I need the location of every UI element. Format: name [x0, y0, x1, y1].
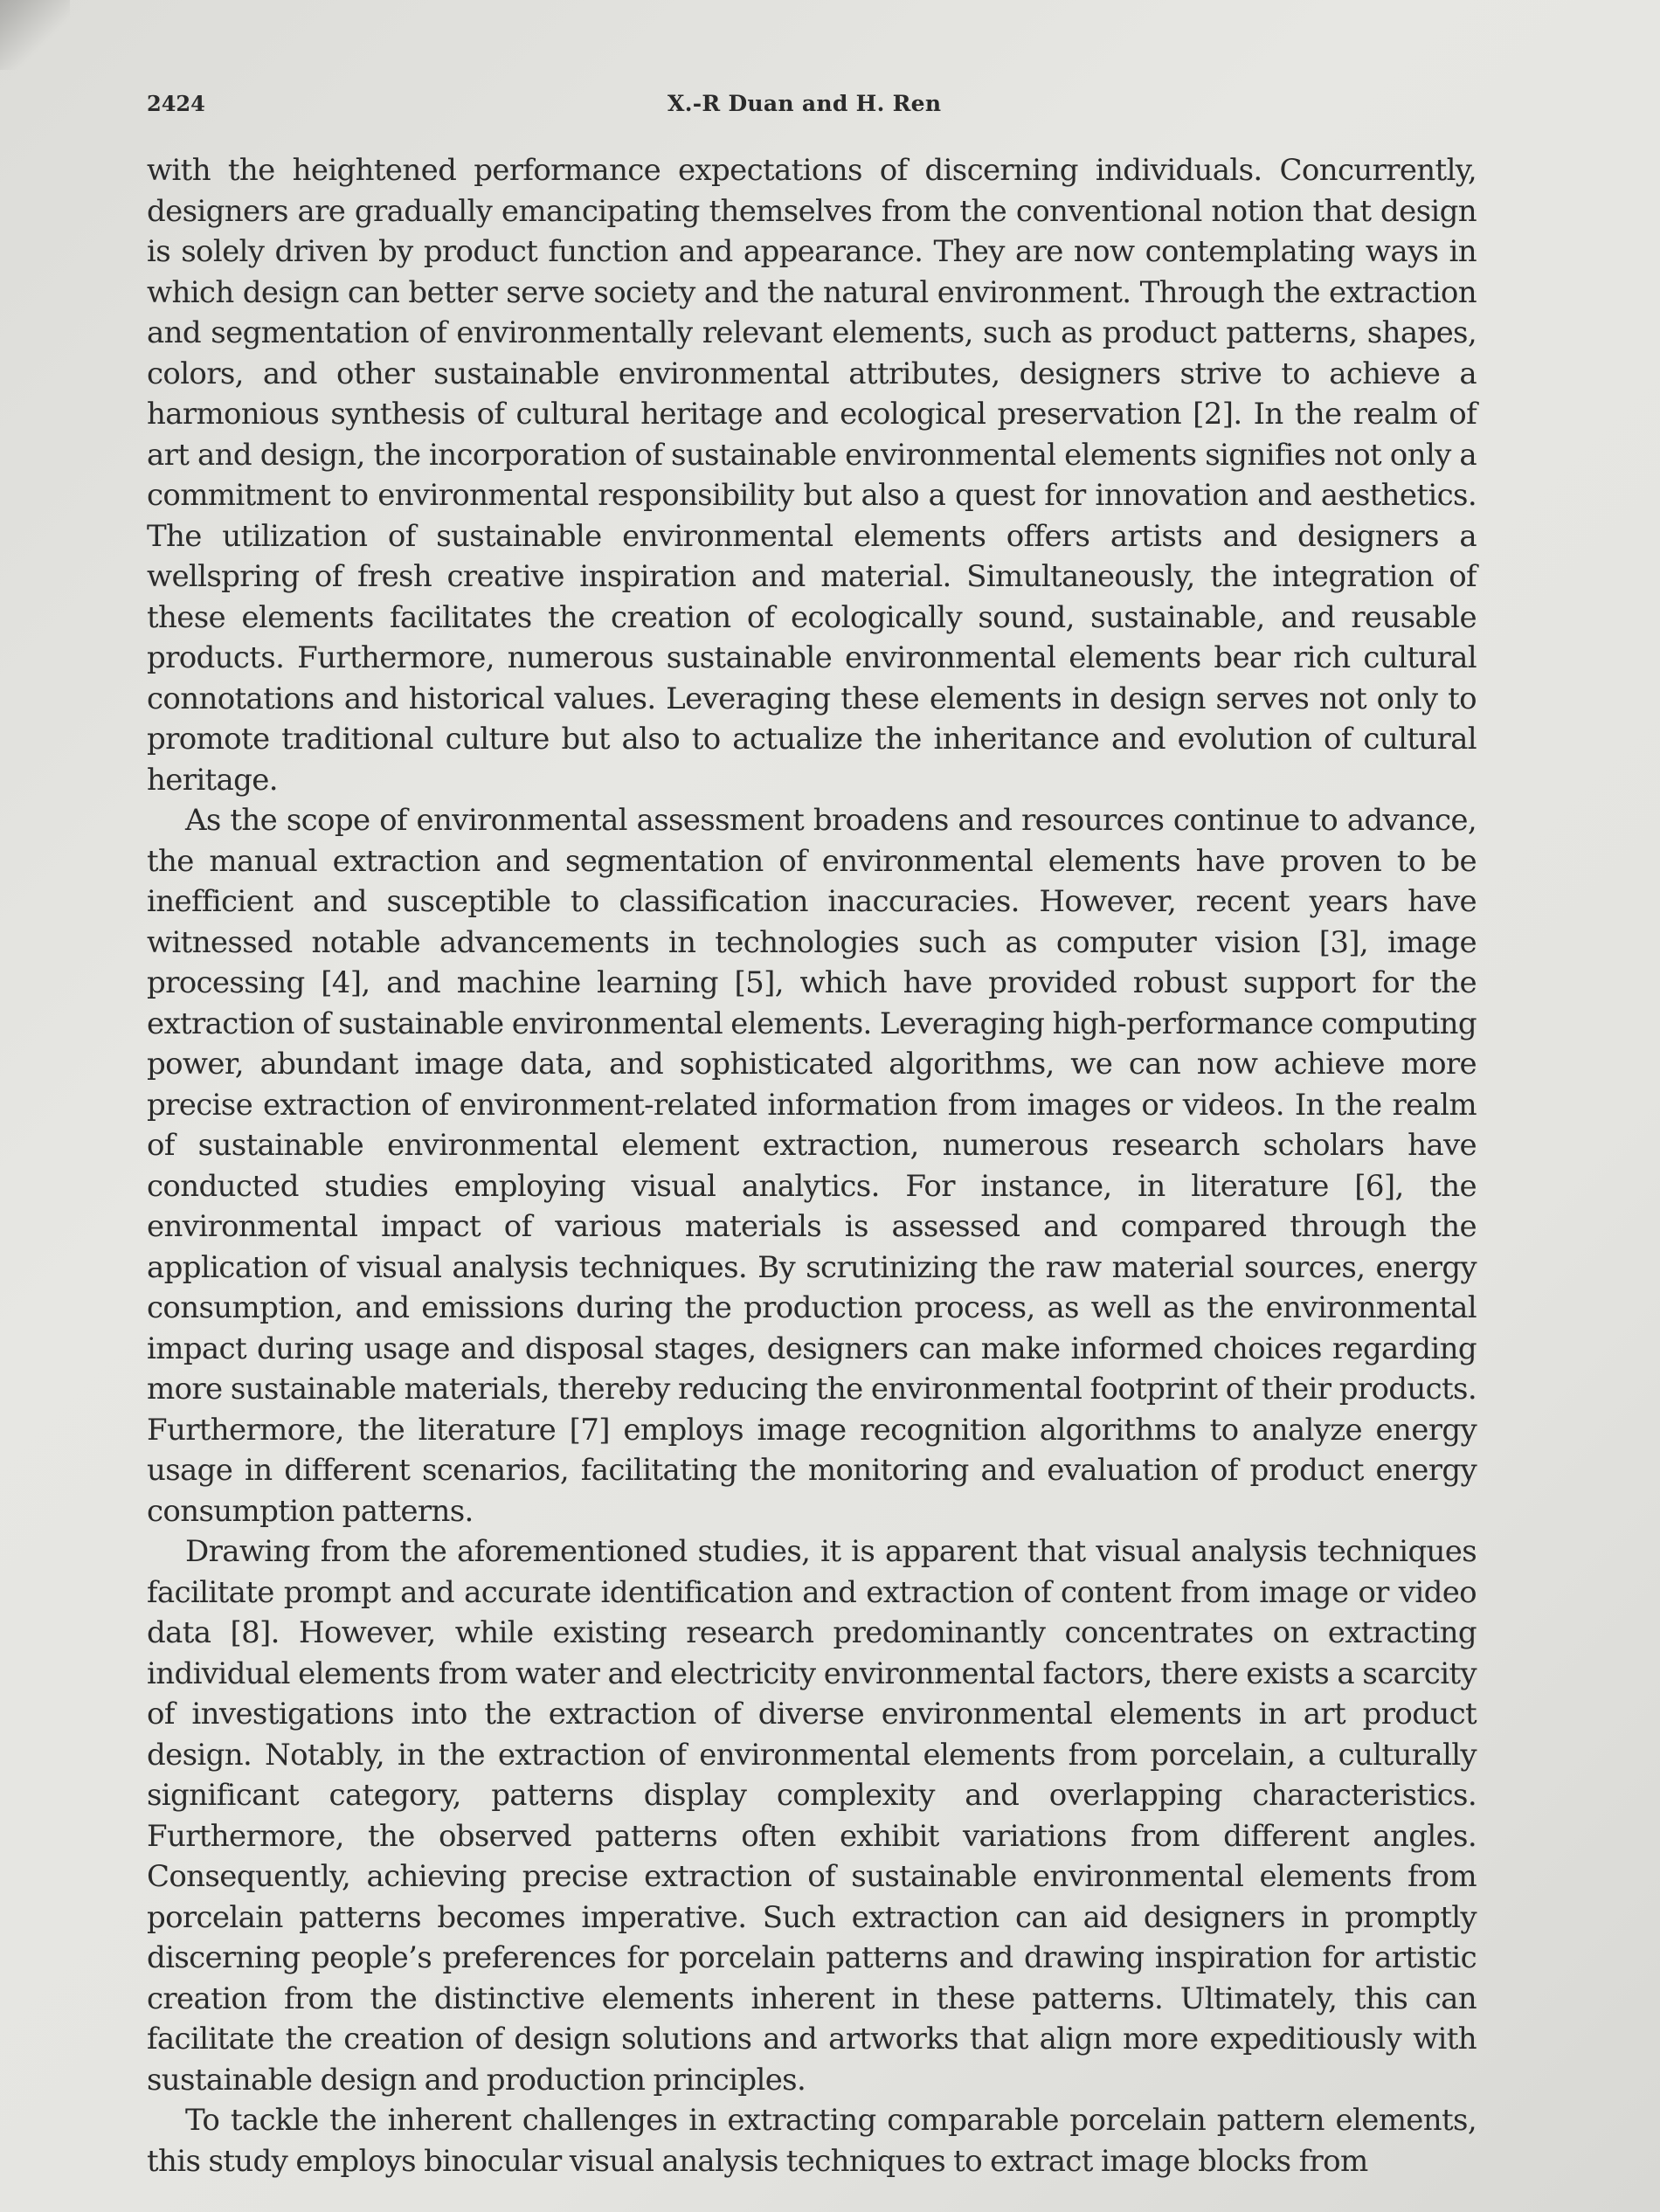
paragraph-4: To tackle the inherent challenges in extracting comparable porcelain pattern elements, this study employs binocular visual analysis techniques to extract image blocks from: [147, 2103, 1477, 2179]
paragraph-1: with the heightened performance expectations of discerning individuals. Concurrently, designers are gradually emancipating themselves from the conventional notion that design is solely driven by product function and appearance. They are now contemplating ways in which design can better serve society and the natural environment. Through the extraction and segmentation of environmentally relevant elements, such as product patterns, shapes, colors, and other sustainable environmental attributes, designers strive to achieve a harmonious synthesis of cultural heritage and ecological preservation [2]. In the realm of art and design, the incorporation of sustainable environmental elements signifies not only a commitment to environmental responsibility but also a quest for innovation and aesthetics. The utilization of sustainable environmental elements offers artists and designers a wellspring of fresh creative inspiration and material. Simultaneously, the integration of these elements facilitates the creation of ecologically sound, sustainable, and reusable products. Furthermore, numerous sustainable environmental elements bear rich cultural connotations and historical values. Leveraging these elements in design serves not only to promote traditional culture but also to actualize the inheritance and evolution of cultural heritage.: [147, 153, 1477, 798]
page-header: [147, 91, 1475, 126]
page-corner-shadow: [0, 0, 70, 70]
running-head: X.-R Duan and H. Ren: [667, 91, 942, 116]
paragraph-3: Drawing from the aforementioned studies, it is apparent that visual analysis techniques facilitate prompt and accurate identification and extraction of content from image or video data [8]. However, while existing research predominantly concentrates on extracting individual elements from water and electricity environmental factors, there exists a scarcity of investigations into the extraction of diverse environmental elements in art product design. Notably, in the extraction of environmental elements from porcelain, a culturally significant category, patterns display complexity and overlapping characteristics. Furthermore, the observed patterns often exhibit variations from different angles. Consequently, achieving precise extraction of sustainable environmental elements from porcelain patterns becomes imperative. Such extraction can aid designers in promptly discerning people’s preferences for porcelain patterns and drawing inspiration for artistic creation from the distinctive elements inherent in these patterns. Ultimately, this can facilitate the creation of design solutions and artworks that align more expeditiously with sustainable design and production principles.: [147, 1534, 1477, 2098]
body-text: [147, 150, 1477, 2181]
page-number: 2424: [147, 91, 205, 116]
paragraph-2: As the scope of environmental assessment broadens and resources continue to advance, the manual extraction and segmentation of environmental elements have proven to be inefficient and susceptible to classification inaccuracies. However, recent years have witnessed notable advancements in technologies such as computer vision [3], image processing [4], and machine learning [5], which have provided robust support for the extraction of sustainable environmental elements. Leveraging high-performance computing power, abundant image data, and sophisticated algorithms, we can now achieve more precise extraction of environment-related information from images or videos. In the realm of sustainable environmental element extraction, numerous research scholars have conducted studies employing visual analytics. For instance, in literature [6], the environmental impact of various materials is assessed and compared through the application of visual analysis techniques. By scrutinizing the raw material sources, energy consumption, and emissions during the production process, as well as the environmental impact during usage and disposal stages, designers can make informed choices regarding more sustainable materials, thereby reducing the environmental footprint of their products. Furthermore, the literature [7] employs image recognition algorithms to analyze energy usage in different scenarios, facilitating the monitoring and evaluation of product energy consumption patterns.: [147, 803, 1477, 1529]
